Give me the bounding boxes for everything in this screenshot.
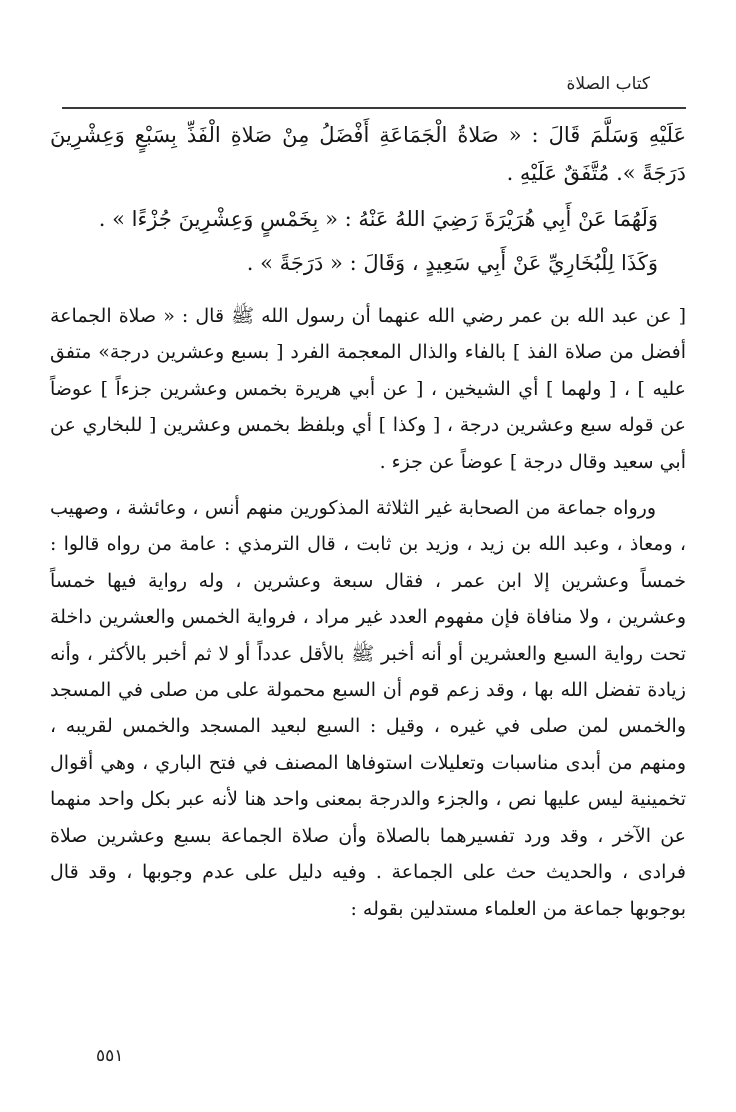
commentary-paragraph-2: ورواه جماعة من الصحابة غير الثلاثة المذكورين منهم أنس ، وعائشة ، وصهيب ، ومعاذ ، وعبد الله بن زيد ، وزيد بن ثابت ، قال الترمذي : عامة من رواه قالوا : خمساً وعشرين إلا ابن عمر ، فقال سبعة وعشرين ، وله رواية فيها خمساً وعشرين ، ولا منافاة فإن مفهوم العدد غير مراد ، فرواية الخمس والعشرين داخلة تحت رواية السبع والعشرين أو أنه أخبر ﷺ بالأقل عدداً أو لا ثم أخبر بالأكثر ، وأنه زيادة تفضل الله بها ، وقد زعم قوم أن السبع محمولة على من صلى في المسجد والخمس لمن صلى في غيره ، وقيل : السبع لبعيد المسجد والخمس لقريبه ، ومنهم من أبدى مناسبات وتعليلات استوفاها المصنف في فتح الباري ، وهي أقوال تخمينية ليس عليها نص ، والجزء والدرجة بمعنى واحد هنا لأنه عبر بكل واحد منهما عن الآخر ، وقد ورد تفسيرهما بالصلاة وأن صلاة الجماعة بسبع وعشرين صلاة فرادى ، والحديث حث على الجماعة . وفيه دليل على عدم وجوبها ، وقد قال بوجوبها جماعة من العلماء مستدلين بقوله : <box>50 497 687 920</box>
hadith-text <box>50 116 686 288</box>
running-header-title: كتاب الصلاة <box>566 74 650 94</box>
header-rule <box>62 107 686 109</box>
hadith-line-2: وَلَهُمَا عَنْ أَبِي هُرَيْرَةَ رَضِيَ اللهُ عَنْهُ : « بِخَمْسٍ وَعِشْرِينَ جُزْءًا » . <box>98 207 658 231</box>
commentary-paragraph-1: [ عن عبد الله بن عمر رضي الله عنهما أن رسول الله ﷺ قال : « صلاة الجماعة أفضل من صلاة الفذ ] بالفاء والذال المعجمة الفرد [ بسبع وعشرين درجة» متفق عليه ] ، [ ولهما ] أي الشيخين ، [ عن أبي هريرة بخمس وعشرين جزءاً ] عوضاً عن قوله سبع وعشرين درجة ، [ وكذا ] أي وبلفظ بخمس وعشرين [ للبخاري عن أبي سعيد وقال درجة ] عوضاً عن جزء . <box>50 305 686 473</box>
commentary-text <box>50 298 686 927</box>
hadith-line-3: وَكَذَا لِلْبُخَارِيِّ عَنْ أَبِي سَعِيدٍ ، وَقَالَ : « دَرَجَةً » . <box>246 251 658 275</box>
page-number: ٥٥١ <box>96 1046 124 1066</box>
hadith-line-1: عَلَيْهِ وَسَلَّمَ قَالَ : « صَلاةُ الْجَمَاعَةِ أَفْضَلُ مِنْ صَلاةِ الْفَذِّ بِسَبْعٍ وَعِشْرِينَ دَرَجَةً ». مُتَّفَقٌ عَلَيْهِ . <box>50 123 686 185</box>
